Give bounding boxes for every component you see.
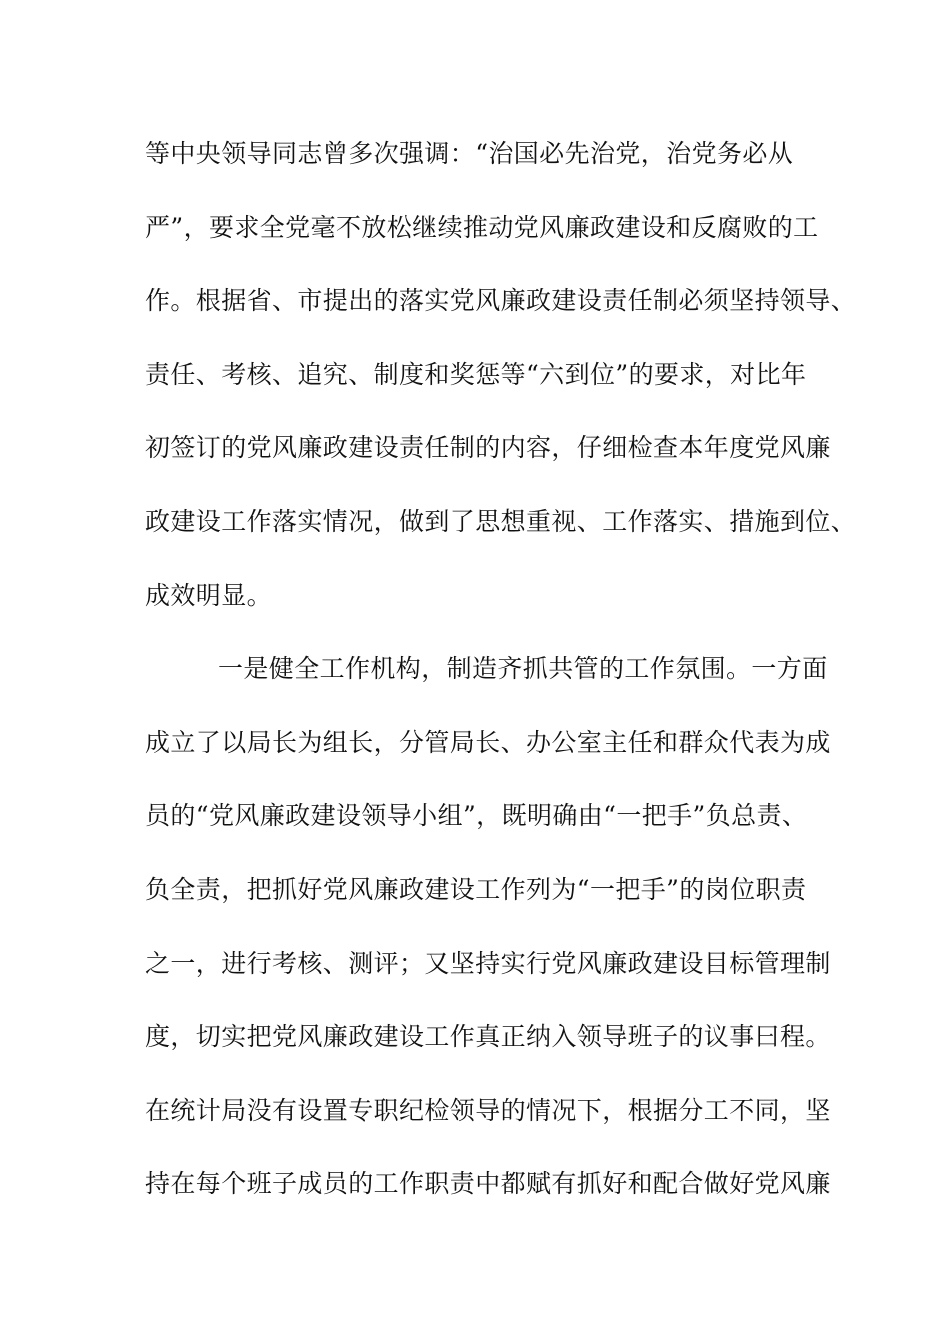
- text-line: 持在每个班子成员的工作职责中都赋有抓好和配合做好党风廉: [145, 1169, 831, 1199]
- text-line: 严”，要求全党毫不放松继续推动党风廉政建设和反腐败的工: [145, 212, 819, 242]
- text-line: 责任、考核、追究、制度和奖惩等“六到位”的要求，对比年: [145, 359, 807, 389]
- paragraph-first-line: 一是健全工作机构，制造齐抓共管的工作氛围。一方面: [218, 654, 828, 684]
- text-line: 初签订的党风廉政建设责任制的内容，仔细检查本年度党风廉: [145, 433, 831, 463]
- text-line: 成立了以局长为组长，分管局长、办公室主任和群众代表为成: [145, 727, 831, 757]
- body-text: [145, 128, 857, 1232]
- text-line: 作。根据省、市提出的落实党风廉政建设责任制必须坚持领导、: [145, 286, 857, 316]
- text-line: 政建设工作落实情况，做到了思想重视、工作落实、措施到位、: [145, 506, 857, 536]
- text-line: 度，切实把党风廉政建设工作真正纳入领导班子的议事曰程。: [145, 1022, 831, 1052]
- text-line: 之一，进行考核、测评；又坚持实行党风廉政建设目标管理制: [145, 948, 831, 978]
- text-line: 在统计局没有设置专职纪检领导的情况下，根据分工不同，坚: [145, 1095, 831, 1125]
- text-line: 等中央领导同志曾多次强调：“治国必先治党，治党务必从: [145, 139, 794, 168]
- text-line: 员的“党风廉政建设领导小组”，既明确由“一把手”负总责、: [145, 801, 808, 831]
- text-line: 负全责，把抓好党风廉政建设工作列为“一把手”的岗位职责: [145, 874, 807, 904]
- text-line: 成效明显。: [145, 580, 273, 610]
